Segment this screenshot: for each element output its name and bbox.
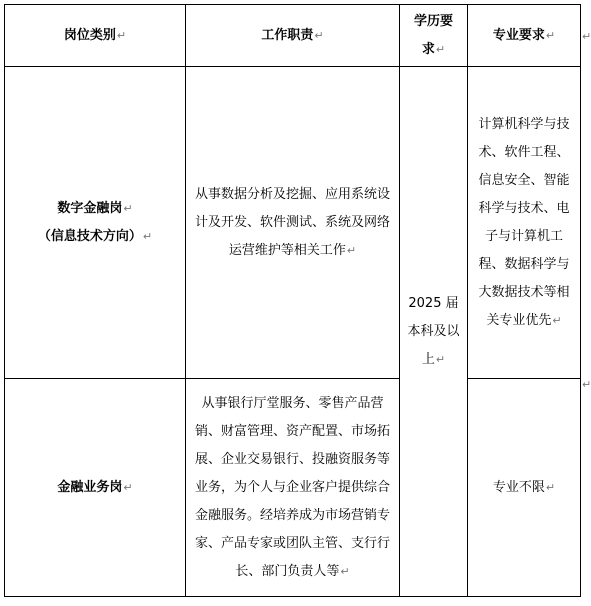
role-name: 数字金融岗↵ — [57, 200, 133, 216]
table-header-row — [5, 5, 581, 67]
role-subtitle: （信息技术方向）↵ — [37, 228, 153, 244]
category-cell — [5, 379, 186, 597]
duties-cell: 从事数据分析及挖掘、应用系统设计及开发、软件测试、系统及网络运营维护等相关工作↵ — [186, 67, 400, 379]
table-row — [5, 379, 581, 597]
header-duties: 工作职责↵ — [186, 5, 400, 67]
paragraph-mark: ↵ — [545, 28, 556, 42]
row-end-mark: ↵ — [582, 30, 591, 43]
table-row — [5, 67, 581, 379]
paragraph-mark: ↵ — [314, 28, 324, 42]
majors-cell: 计算机科学与技术、软件工程、信息安全、智能科学与技术、电子与计算机工程、数据科学与大数据技术等相关专业优先↵ — [468, 67, 581, 379]
paragraph-mark: ↵ — [116, 28, 127, 42]
duties-cell: 从事银行厅堂服务、零售产品营销、财富管理、资产配置、市场拓展、企业交易银行、投融资服务等业务，为个人与企业客户提供综合金融服务。经培养成为市场营销专家、产品专家或团队主管、支行行长、部门负责人等↵ — [186, 379, 400, 597]
role-name: 金融业务岗↵ — [57, 479, 133, 495]
recruitment-table — [4, 4, 581, 597]
row-end-mark: ↵ — [582, 378, 591, 391]
header-education: 学历要求↵ — [400, 5, 468, 67]
majors-cell: 专业不限↵ — [468, 379, 581, 597]
header-category: 岗位类别↵ — [5, 5, 186, 67]
category-cell — [5, 67, 186, 379]
header-majors: 专业要求↵ — [468, 5, 581, 67]
paragraph-mark: ↵ — [435, 42, 446, 56]
education-cell: 2025 届本科及以上↵ — [400, 67, 468, 597]
